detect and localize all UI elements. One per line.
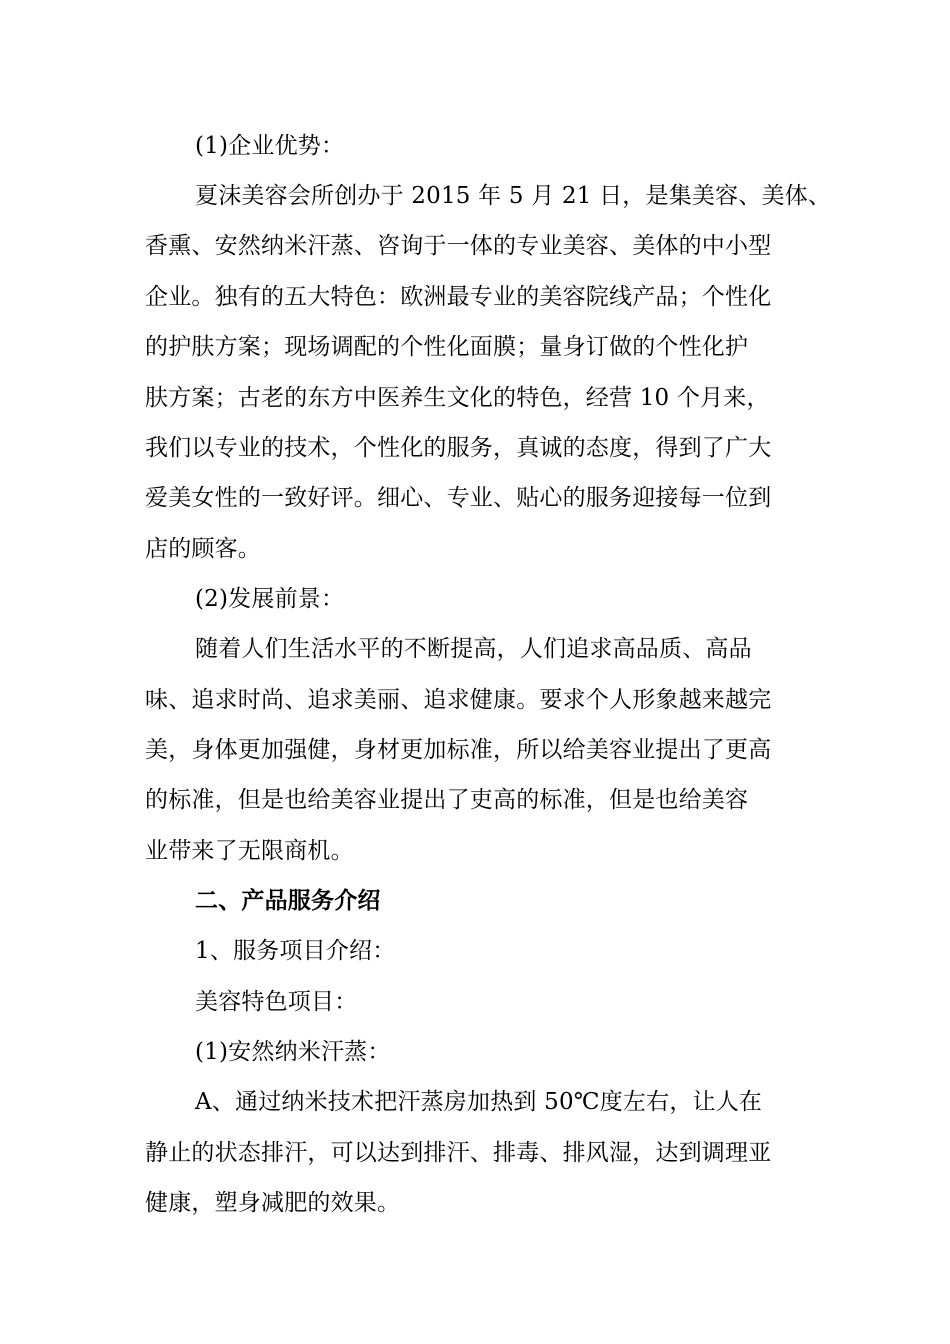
subheading-nano-sauna: (1)安然纳米汗蒸： bbox=[195, 1039, 391, 1065]
paragraph-line: 企业。独有的五大特色：欧洲最专业的美容院线产品；个性化 bbox=[145, 284, 772, 310]
paragraph-line: 的标准，但是也给美容业提出了吏高的标准，但是也给美容 bbox=[145, 787, 749, 813]
paragraph-line: 香熏、安然纳米汗蒸、咨询于一体的专业美容、美体的中小型 bbox=[145, 233, 772, 259]
paragraph-line: 夏沫美容会所创办于 2015 年 5 月 21 日，是集美容、美体、 bbox=[195, 183, 832, 209]
paragraph-line: 健康，塑身减肥的效果。 bbox=[145, 1190, 401, 1216]
paragraph-line: 味、追求时尚、追求美丽、追求健康。要求个人形象越来越完 bbox=[145, 687, 772, 713]
paragraph-line: A、通过纳米技术把汗蒸房加热到 50℃度左右，让人在 bbox=[195, 1089, 763, 1115]
paragraph-line: 业带来了无限商机。 bbox=[145, 838, 354, 864]
subheading-beauty-features: 美容特色项目： bbox=[195, 989, 358, 1015]
paragraph-line: 随着人们生活水平的不断提高，人们追求高品质、高品 bbox=[195, 636, 752, 662]
paragraph-line: 店的顾客。 bbox=[145, 536, 261, 562]
paragraph-line: 的护肤方案；现场调配的个性化面膜；量身订做的个性化护 bbox=[145, 334, 749, 360]
paragraph-line: 美，身体更加强健，身材更加标准，所以给美容业提出了更高 bbox=[145, 737, 772, 763]
paragraph-line: 静止的状态排汗，可以达到排汗、排毒、排风湿，达到调理亚 bbox=[145, 1140, 772, 1166]
subheading-service-intro: 1、服务项目介绍： bbox=[195, 938, 396, 964]
paragraph-line: 肤方案；古老的东方中医养生文化的特色，经营 10 个月来， bbox=[145, 385, 770, 411]
paragraph-line: 我们以专业的技术，个性化的服务，真诚的态度，得到了广大 bbox=[145, 435, 772, 461]
subheading-enterprise-advantage: (1)企业优势： bbox=[195, 133, 345, 159]
section-heading: 二、产品服务介绍 bbox=[195, 887, 381, 914]
paragraph-line: 爱美女性的一致好评。细心、专业、贴心的服务迎接每一位到 bbox=[145, 485, 772, 511]
subheading-development-prospect: (2)发展前景： bbox=[195, 586, 345, 612]
